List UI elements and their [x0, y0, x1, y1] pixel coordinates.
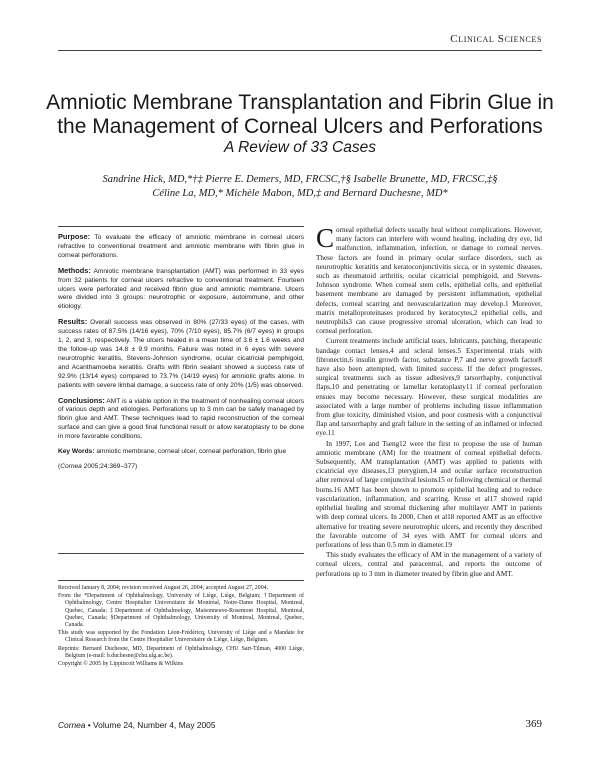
conclusions-text: AMT is a viable option in the treatment of nonhealing corneal ulcers of various depth and etiologies. Perforations up to 3 mm can be safely managed by fibrin glue and AMT. These techniques lead to rapid reconstruction of the corneal surface and can give a good final functional result or allow keratoplasty to be done in more favorable conditions.	[58, 397, 304, 441]
body-paragraph: This study evaluates the efficacy of AM in the management of a variety of corneal ulcers, central and paracentral, and reports the outcome of perforations up to 3 mm in diameter treated by fibrin glue and AMT.	[316, 551, 542, 578]
section-header: Clinical Sciences	[450, 33, 542, 45]
abstract-purpose	[58, 233, 304, 261]
purpose-label: Purpose:	[58, 233, 91, 241]
body-text	[316, 226, 542, 718]
results-label: Results:	[58, 317, 88, 327]
methods-text: Amniotic membrane transplantation (AMT) was performed in 33 eyes from 32 patients for corneal ulcers refractive to conventional treatment. Fourteen ulcers were perforated and received fibrin glue and amniotic membrane. Ulcers were divided into 3 groups: neurotrophic or exposure, autoimmune, and other etiology.	[58, 267, 304, 311]
page-number: 369	[525, 718, 542, 730]
body-paragraph	[316, 226, 542, 336]
purpose-text: To evaluate the efficacy of amniotic membrane in corneal ulcers refractive to conventional treatment and amniotic membrane with fibrin glue in corneal perforations.	[58, 234, 304, 259]
author-list	[40, 173, 560, 201]
citation-details: 2005;24:369–377)	[81, 462, 138, 470]
abstract-methods	[58, 267, 304, 313]
note-affiliations: From the *Department of Ophthalmology, University of Liège, Liège, Belgium; †Department of Ophthalmology, Centre Hospitalier Universitaire de Montréal, Notre-Dame Hospital, Montreal, Quebec, Canada; ‡Department of Ophthalmology, Maisonneuve-Rosemont Hospital, Montreal, Quebec, Canada; §Department of Ophthalmology, University of Montreal, Montreal, Quebec, Canada.	[58, 593, 304, 629]
article-notes	[58, 580, 304, 719]
note-reprints: Reprints: Bernard Duchesne, MD, Department of Ophthalmology, CHU Sart-Tilman, 4000 Liège, Belgium (e-mail: b.duchesne@chu.ulg.ac.be).	[58, 645, 304, 659]
paragraph-1-text: orneal epithelial defects usually heal without complications. However, many factors can interfere with wound healing, including dry eye, lid malfunction, inflammation, infection, or damage to corneal nerves. These factors are found in primary ocular surface disorders, such as neurotrophic keratitis and keratoconjunctivitis sicca, or in systemic diseases, such as rheumatoid arthritis, ocular cicatricial pemphigoid, and Stevens-Johnson syndrome. When corneal stem cells, epithelial cells, and epithelial basement membrane are damaged by persistent inflammation, epithelial defects, corneal scarring and neovascularization may develop.1 Moreover, matrix metalloproteinases produced by keratocytes,2 epithelial cells, and neutrophils3 can cause progressive stromal ulceration, which can lead to corneal perforation.	[316, 226, 542, 336]
methods-label: Methods:	[58, 265, 91, 275]
abstract-citation	[58, 463, 304, 472]
author-line-1: Sandrine Hick, MD,*†‡ Pierre E. Demers, MD, FRCSC,†§ Isabelle Brunette, MD, FRCSC,‡§	[102, 174, 498, 185]
body-paragraph: Current treatments include artificial tears, lubricants, patching, therapeutic bandage contact lenses,4 and scleral lenses.5 Experimental trials with fibronectin,6 insulin growth factor, substance P,7 and nerve growth factor8 have also been attempted, with limited success. If the defect progresses, surgical treatments such as tissue adhesives,9 tarsorrhaphy, conjunctival flaps,10 and penetrating or lamellar keratoplasty11 if corneal perforation ensues may become necessary. However, these surgical modalities are associated with a large number of problems including tissue inflammation from glue toxicity, diminished vision, and poor cosmesis with a conjunctival flap and tarsorrhaphy and graft failure in the setting of an inflamed or infected eye.11	[316, 337, 542, 438]
footer-journal-name: Cornea	[58, 720, 86, 730]
abstract-keywords	[58, 448, 304, 457]
citation-journal: Cornea	[60, 462, 82, 470]
author-line-2: Céline La, MD,* Michèle Mabon, MD,‡ and Bernard Duchesne, MD*	[152, 188, 448, 199]
drop-cap: C	[316, 226, 335, 253]
citation-open: (	[58, 462, 61, 470]
abstract-results	[58, 318, 304, 390]
page-footer	[58, 718, 542, 732]
note-received: Received January 8, 2004; revision received August 26, 2004; accepted August 27, 2004.	[58, 585, 269, 591]
footer-volume: • Volume 24, Number 4, May 2005	[85, 720, 216, 730]
article-title: Amniotic Membrane Transplantation and Fibrin Glue in the Management of Corneal Ulcers and Perforations	[46, 91, 554, 138]
note-funding: This study was supported by the Fondation Léon-Frédéricq, University of Liège and a Mandate for Clinical Research from the Centre Hospitalier Universitaire de Liège, Liège, Belgium.	[58, 630, 304, 644]
results-text: Overall success was observed in 80% (27/33 eyes) of the cases, with success rates of 87.5% (14/16 eyes), 70% (7/10 eyes), 85.7% (6/7 eyes) in groups 1, 2, and 3, respectively. The ulcers healed in a mean time of 3.6 ± 1.6 weeks and the follow-up was 14.8 ± 9.9 months. Failure was noted in 6 eyes with severe neurotrophic keratitis, Stevens-Johnson syndrome, ocular cicatricial pemphigoid, and Acanthamoeba keratitis. Grafts with fibrin sealant showed a success rate of 92.9% (13/14 eyes) compared to 73.7% (14/19 eyes) for amniotic grafts alone. In patients with severe limbal damage, a success rate of only 20% (1/5) was observed.	[58, 319, 304, 389]
note-copyright: Copyright © 2005 by Lippincott Williams & Wilkins	[58, 661, 184, 668]
abstract	[58, 226, 304, 554]
header-rule	[58, 50, 542, 51]
keywords-label: Key Words:	[58, 448, 95, 456]
abstract-conclusions	[58, 397, 304, 443]
conclusions-label: Conclusions:	[58, 395, 105, 405]
keywords-text: amniotic membrane, corneal ulcer, corneal perforation, fibrin glue	[96, 448, 287, 456]
body-paragraph: In 1997, Lee and Tseng12 were the first to propose the use of human amniotic membrane (AM) for the treatment of corneal epithelial defects. Subsequently, AM transplantation (AMT) was applied to patients with cicatricial eye diseases,13 pterygium,14 and ocular surface reconstruction after removal of large conjunctival lesions15 or following chemical or thermal burns.16 AMT has been shown to promote epithelial healing and to reduce vascularization, inflammation, and scarring. Kruse et al17 showed rapid epithelial healing and stromal thickening after multilayer AMT in patients with deep corneal ulcers. In 2000, Chen et al18 reported AMT as an effective alternative for treating severe neurotrophic ulcers, and recently they described the favorable outcome of 34 eyes with AMT for corneal ulcers and perforations of less than 0.5 mm in diameter.19	[316, 439, 542, 549]
article-subtitle: A Review of 33 Cases	[224, 139, 376, 156]
footer-journal	[58, 720, 216, 730]
